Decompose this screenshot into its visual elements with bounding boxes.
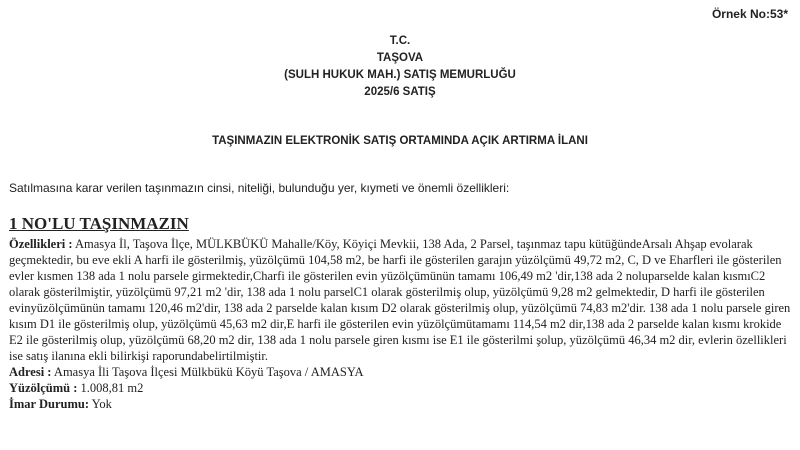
zoning-value: Yok <box>88 397 112 411</box>
property-heading: 1 NO'LU TAŞINMAZIN <box>9 214 189 233</box>
features-value: Amasya İl, Taşova İlçe, MÜLKBÜKÜ Mahalle/Köy, Köyiçi Mevkii, 138 Ada, 2 Parsel, taşınmaz tapu kütüğündeArsalı Ahşap evolarak geçmektedir, bu eve ekli A harfi ile gösterilmiş, yüzölçümü 104,58 m2, be harfi ile gösterilen garajın yüzölçümü 49,72 m2, C, D ve Eharfleri ile gösterilen evler kısmen 138 ada 1 nolu parsele girmektedir,Charfi ile gösterilen evin yüzölçümünün tamamı 106,49 m2 'dir,138 ada 2 noluparselde kalan kısmıC2 olarak gösterilmiştir, yüzölçümü 97,21 m2 'dir, 138 ada 1 nolu parselC1 olarak gösterilmiş olup, yüzölçümü 9,28 m2 gelmektedir, D harfi ile gösterilen evinyüzölçümünün tamamı 120,46 m2'dir, 138 ada 2 parselde kalan kısım D2 olarak gösterilmiş olup, yüzölçümü 74,83 m2'dir. 138 ada 1 nolu parsele giren kısım D1 ile gösterilmiş olup, yüzölçümü 45,63 m2 dir,E harfi ile gösterilen evin yüzölçümütamamı 114,54 m2 dir,138 ada 2 parselde kalan kısmı krokide E2 ile gösterilmiş olup, yüzölçümü 68,20 m2 dir, 138 ada 1 nolu parsele giren kısmı ise E1 ile gösterilmi şolup, yüzölçümü 46,34 m2 dir, evlerin özellikleri ise satış ilanına ekli bilirkişi raporundabelirtilmiştir. <box>9 237 791 363</box>
header-line-file-no: 2025/6 SATIŞ <box>364 86 436 98</box>
header-line-tc: T.C. <box>389 35 411 47</box>
header-line-office: (SULH HUKUK MAH.) SATIŞ MEMURLUĞU <box>284 69 516 81</box>
address-label: Adresi : <box>9 365 52 379</box>
area-value: 1.008,81 m2 <box>77 381 144 395</box>
address-field <box>9 364 793 380</box>
property-section <box>9 214 793 412</box>
features-field <box>9 236 793 364</box>
zoning-label: İmar Durumu: <box>9 397 89 411</box>
address-value: Amasya İli Taşova İlçesi Mülkbükü Köyü Taşova / AMASYA <box>51 365 364 379</box>
example-number: Örnek No:53* <box>711 7 788 21</box>
header-line-district: TAŞOVA <box>376 52 424 64</box>
zoning-field <box>9 396 793 412</box>
notice-title: TAŞINMAZIN ELEKTRONİK SATIŞ ORTAMINDA AÇIK ARTIRMA İLANI <box>212 135 588 147</box>
area-label: Yüzölçümü : <box>9 381 78 395</box>
area-field <box>9 380 793 396</box>
intro-text: Satılmasına karar verilen taşınmazın cinsi, niteliği, bulunduğu yer, kıymeti ve önemli özellikleri: <box>9 181 510 195</box>
features-label: Özellikleri : <box>9 237 73 251</box>
document-header <box>0 33 800 101</box>
